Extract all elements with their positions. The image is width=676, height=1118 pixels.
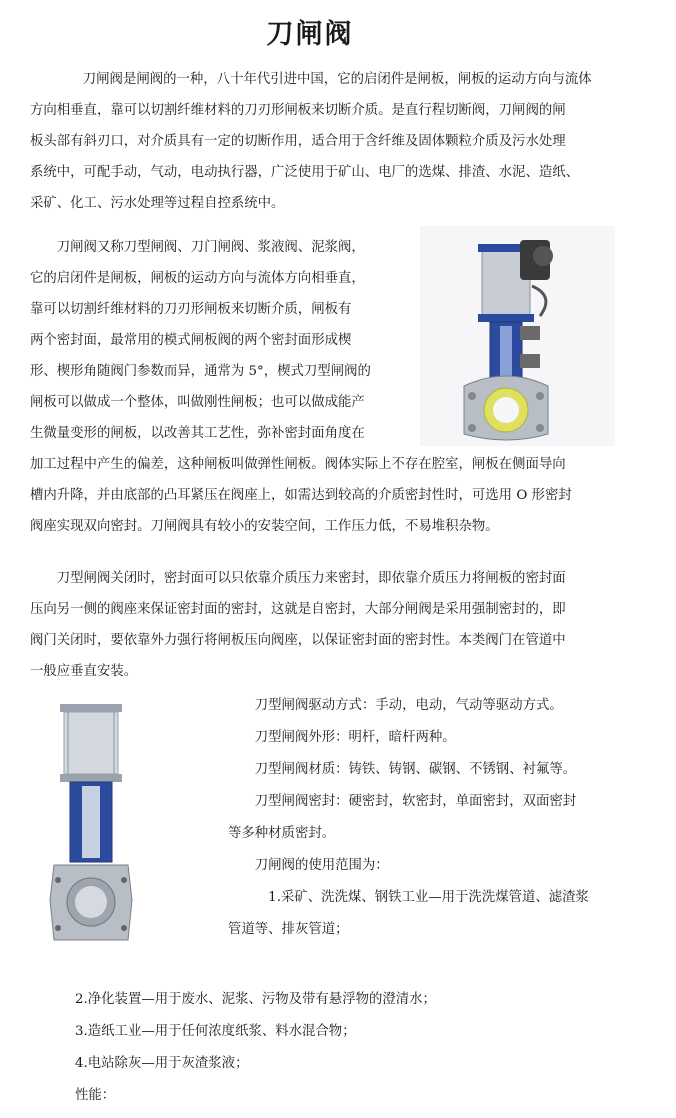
intro-line: 系统中，可配手动，气动，电动执行器，广泛使用于矿山、电厂的选煤、排渣、水泥、造纸、	[30, 165, 580, 180]
paragraph-line: 阀门关闭时，要依靠外力强行将闸板压向阀座，以保证密封面的密封性。本类阀门在管道中	[30, 633, 566, 648]
paragraph-line: 加工过程中产生的偏差，这种闸板叫做弹性闸板。阀体实际上不存在腔室，闸板在侧面导向	[30, 457, 566, 472]
spec-line: 1.采矿、洗洗煤、钢铁工业—用于洗洗煤管道、滤渣浆	[228, 890, 589, 905]
usage-item-2: 2.净化装置—用于废水、泥浆、污物及带有悬浮物的澄清水；	[75, 992, 436, 1007]
spec-line: 等多种材质密封。	[228, 826, 336, 841]
intro-line: 板头部有斜刃口，对介质具有一定的切断作用，适合用于含纤维及固体颗粒介质及污水处理	[30, 134, 566, 149]
paragraph-three	[30, 563, 650, 687]
spec-line: 刀型闸阀外形：明杆，暗杆两种。	[228, 730, 456, 745]
spec-line: 管道等、排灰管道；	[228, 922, 349, 937]
paragraph-line: 刀闸阀又称刀型闸阀、刀门闸阀、浆液阀、泥浆阀，	[30, 240, 365, 255]
paragraph-two-wrapped	[30, 232, 390, 449]
paragraph-line: 形、楔形角随阀门参数而异，通常为 5°，楔式刀型闸阀的	[30, 364, 371, 379]
intro-line: 方向相垂直，靠可以切割纤维材料的刀刃形闸板来切断介质。是直行程切断阀，刀闸阀的闸	[30, 103, 566, 118]
paragraph-line: 刀型闸阀关闭时，密封面可以只依靠介质压力来密封，即依靠介质压力将闸板的密封面	[30, 571, 566, 586]
paragraph-line: 闸板可以做成一个整体，叫做刚性闸板；也可以做成能产	[30, 395, 365, 410]
intro-line: 采矿、化工、污水处理等过程自控系统中。	[30, 196, 285, 211]
intro-paragraph	[30, 64, 638, 219]
paragraph-line: 槽内升降，并由底部的凸耳紧压在阀座上，如需达到较高的介质密封性时，可选用 O 形密封	[30, 488, 572, 503]
paragraph-line: 生微量变形的闸板，以改善其工艺性，弥补密封面角度在	[30, 426, 365, 441]
spec-line: 刀闸阀的使用范围为：	[228, 858, 389, 873]
paragraph-line: 阀座实现双向密封。刀闸阀具有较小的安装空间，工作压力低，不易堆积杂物。	[30, 519, 499, 534]
page-title: 刀闸阀	[266, 19, 354, 50]
pneumatic-knife-gate-valve-image	[420, 226, 615, 446]
spec-line: 刀型闸阀驱动方式：手动，电动，气动等驱动方式。	[228, 698, 563, 713]
paragraph-line: 一般应垂直安装。	[30, 664, 138, 679]
pneumatic-valve-icon	[420, 226, 615, 446]
paragraph-line: 它的启闭件是闸板，闸板的运动方向与流体方向相垂直，	[30, 271, 365, 286]
paragraph-line: 压向另一侧的阀座来保证密封面的密封，这就是自密封，大部分闸阀是采用强制密封的，即	[30, 602, 566, 617]
cylinder-valve-icon	[48, 700, 133, 955]
cylinder-knife-gate-valve-image	[48, 700, 133, 955]
usage-item-4: 4.电站除灰—用于灰渣浆液；	[75, 1056, 249, 1071]
spec-line: 刀型闸阀材质：铸铁、铸钢、碳钢、不锈钢、衬氟等。	[228, 762, 577, 777]
spec-line: 刀型闸阀密封：硬密封，软密封，单面密封，双面密封	[228, 794, 577, 809]
performance-heading: 性能：	[75, 1088, 116, 1103]
intro-line: 刀闸阀是闸阀的一种，八十年代引进中国，它的启闭件是闸板，闸板的运动方向与流体	[56, 72, 592, 87]
paragraph-line: 两个密封面，最常用的模式闸板阀的两个密封面形成楔	[30, 333, 352, 348]
specs-block	[228, 690, 648, 946]
usage-item-3: 3.造纸工业—用于任何浓度纸浆、料水混合物；	[75, 1024, 356, 1039]
paragraph-two-continued	[30, 449, 650, 542]
paragraph-line: 靠可以切割纤维材料的刀刃形闸板来切断介质，闸板有	[30, 302, 352, 317]
